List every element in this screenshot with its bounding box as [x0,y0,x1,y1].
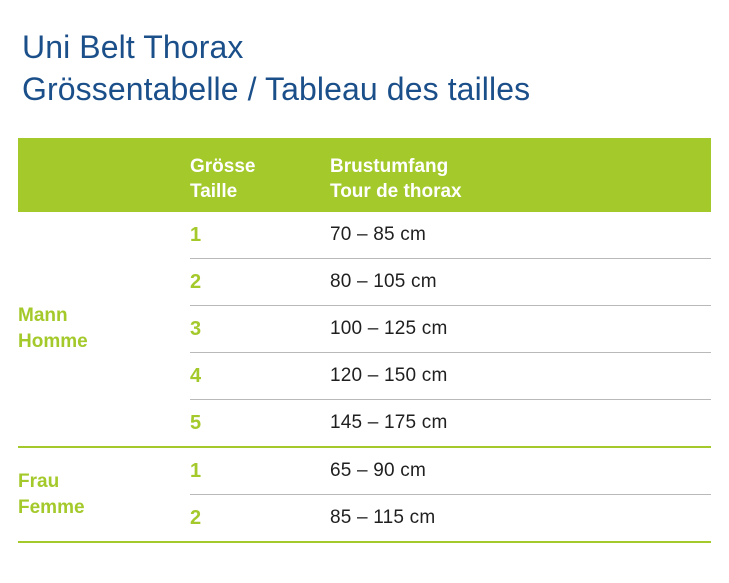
group-label-fr: Femme [18,496,85,518]
group-label-fr: Homme [18,331,88,352]
row-size: 5 [190,400,330,448]
page-title [18,0,711,110]
row-size: 4 [190,353,330,400]
row-measure: 100 – 125 cm [330,306,711,353]
row-size: 2 [190,495,330,543]
title-line-1: Uni Belt Thorax [22,29,244,65]
row-measure: 85 – 115 cm [330,495,711,543]
group-label-de: Mann [18,305,68,326]
row-measure: 65 – 90 cm [330,447,711,495]
row-size: 2 [190,259,330,306]
row-size: 3 [190,306,330,353]
group-label-mann [18,212,190,447]
row-measure: 145 – 175 cm [330,400,711,448]
title-line-2: Grössentabelle / Tableau des tailles [22,71,531,107]
header-measure-de: Brustumfang [330,156,449,177]
group-label-frau [18,447,190,542]
row-size: 1 [190,447,330,495]
table-row [18,447,711,495]
row-measure: 80 – 105 cm [330,259,711,306]
table-row [18,212,711,259]
header-measure-fr: Tour de thorax [330,181,462,202]
row-measure: 120 – 150 cm [330,353,711,400]
header-group-cell [18,138,190,212]
size-table [18,138,711,543]
row-size: 1 [190,212,330,259]
header-size-cell [190,138,330,212]
group-label-de: Frau [18,470,60,492]
row-measure: 70 – 85 cm [330,212,711,259]
header-size-fr: Taille [190,181,238,202]
header-size-de: Grösse [190,156,256,177]
header-measure-cell [330,138,711,212]
table-header-row [18,138,711,212]
